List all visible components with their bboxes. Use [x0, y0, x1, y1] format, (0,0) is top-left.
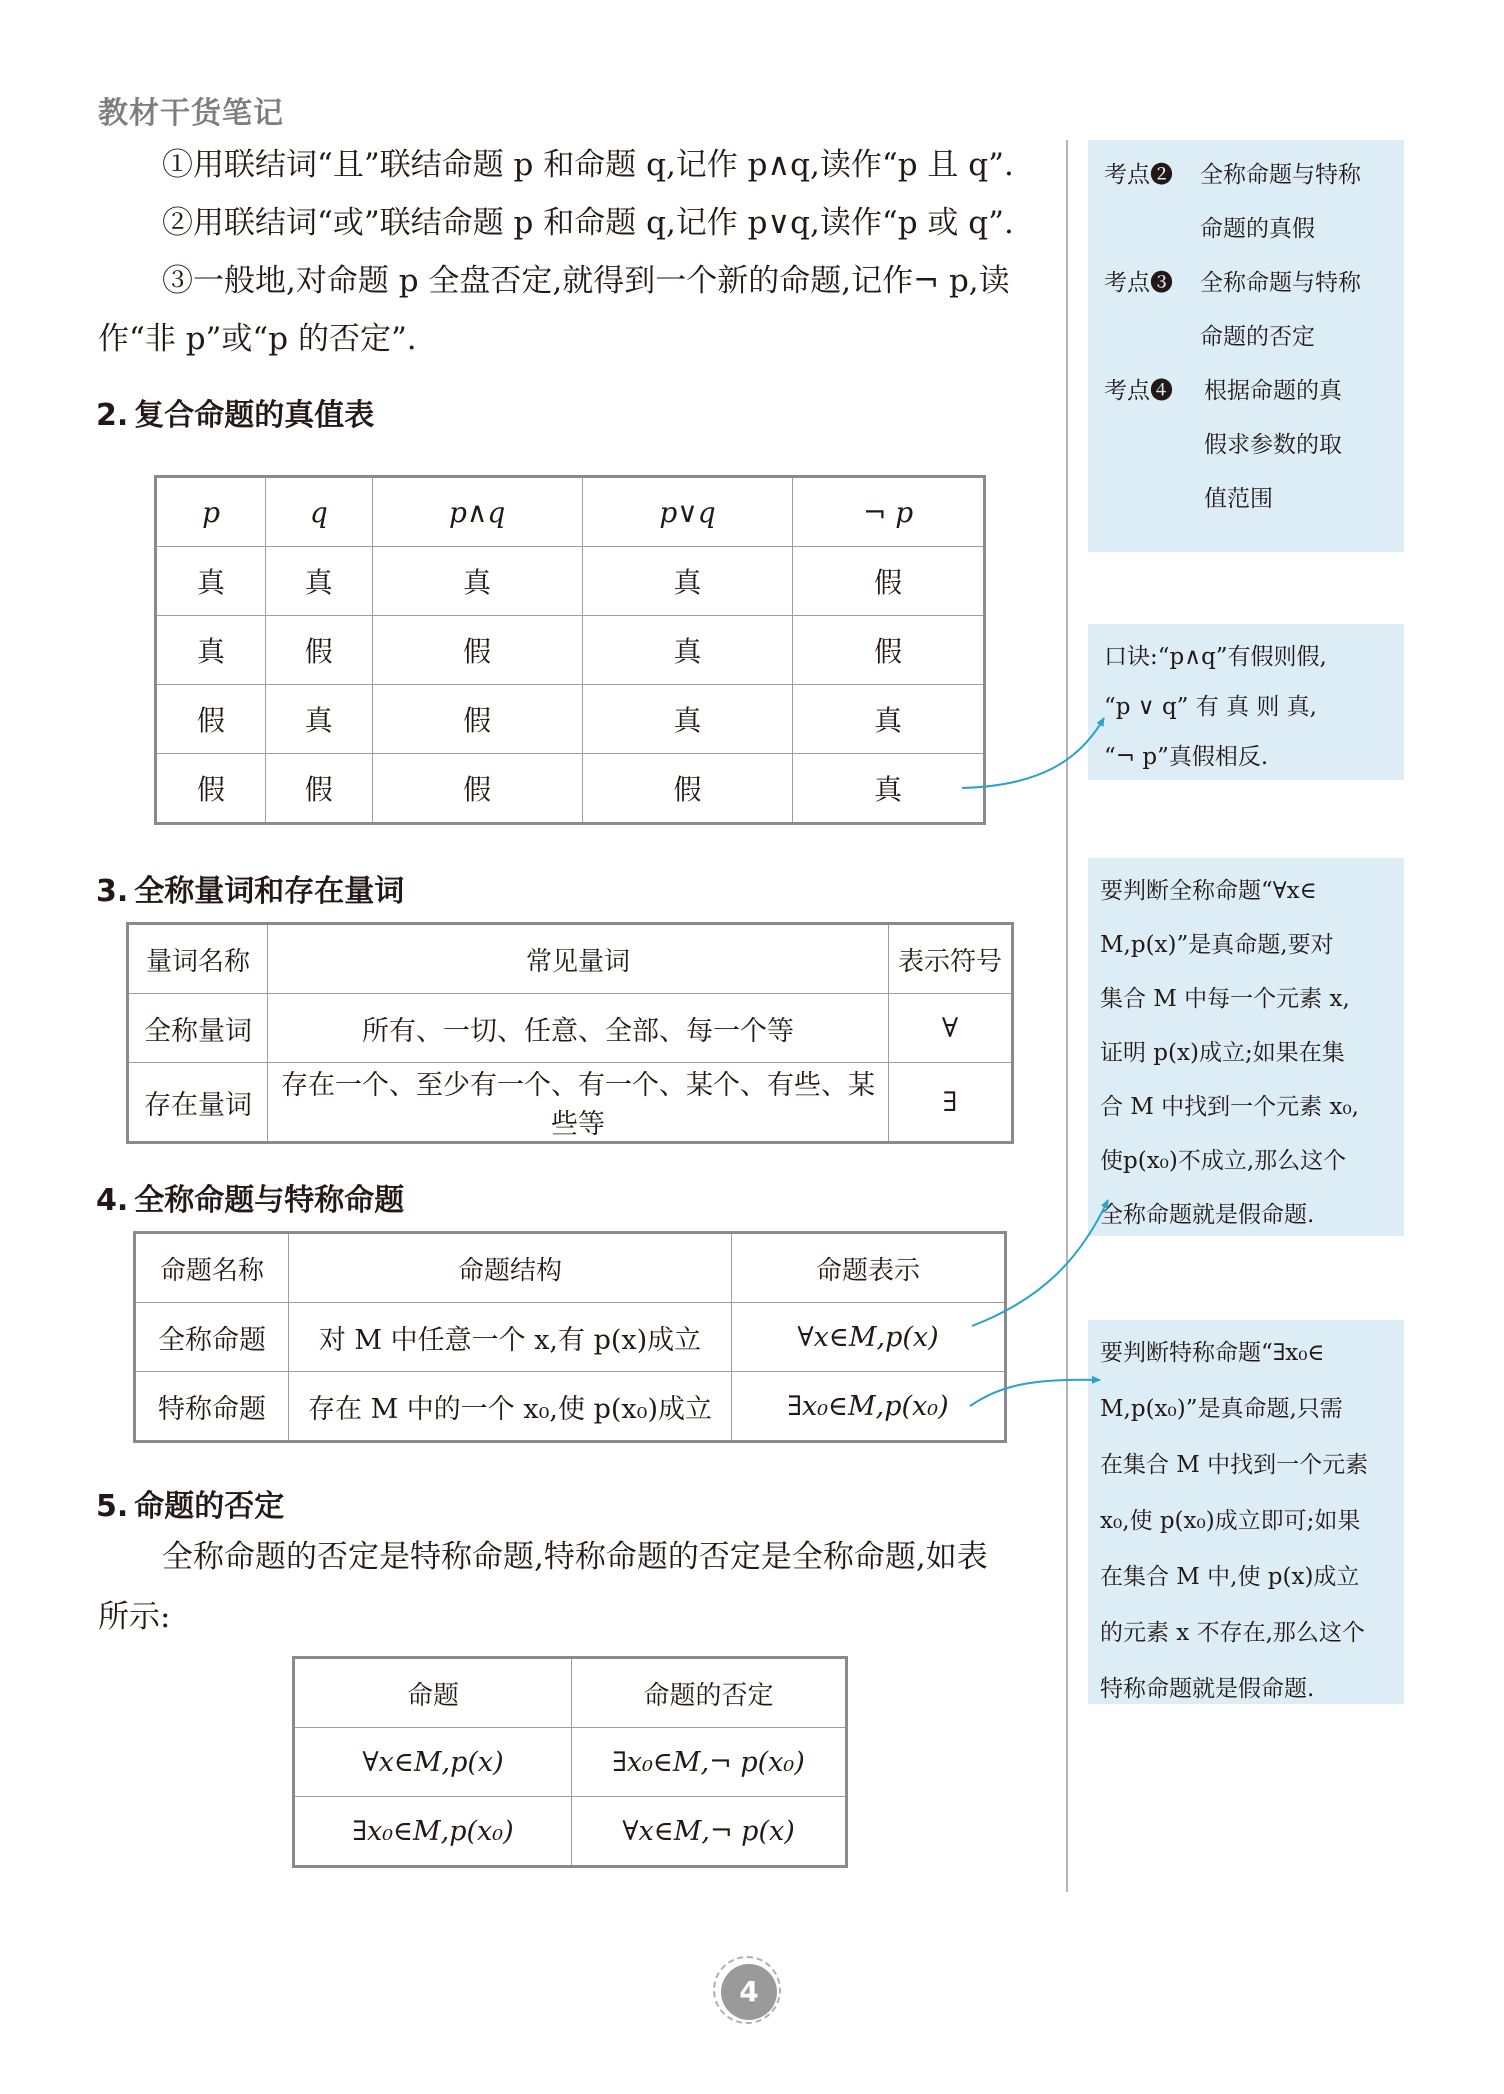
kaodian-2-label: 考点❷: [1104, 162, 1173, 188]
table-cell: 存在一个、至少有一个、有一个、某个、有些、某些等: [268, 1063, 889, 1143]
header-cell: 命题: [294, 1658, 572, 1728]
table-cell: ∀x∈M,p(x): [294, 1728, 572, 1797]
kaodian-2-line2: 命题的真假: [1200, 216, 1315, 242]
table-cell: 真: [156, 547, 266, 616]
table-cell: 假: [372, 616, 582, 685]
section-2-number: 2.: [96, 398, 129, 433]
existential-note-line: 特称命题就是假命题.: [1100, 1676, 1315, 1702]
paragraph-and: ①用联结词“且”联结命题 p 和命题 q,记作 p∧q,读作“p 且 q”.: [162, 147, 1014, 183]
table-cell: 全称量词: [128, 994, 268, 1063]
table-cell: ∃: [889, 1063, 1013, 1143]
existential-note-line: 要判断特称命题“∃x₀∈: [1100, 1340, 1325, 1366]
paragraph-or: ②用联结词“或”联结命题 p 和命题 q,记作 p∨q,读作“p 或 q”.: [162, 205, 1014, 241]
arrow-to-existential-note: [970, 1380, 1100, 1406]
table-cell: 真: [156, 616, 266, 685]
table-cell: 假: [372, 685, 582, 754]
table-cell: ∃x₀∈M,p(x₀): [732, 1372, 1006, 1442]
kaodian-2-line1: 全称命题与特称: [1200, 162, 1361, 188]
kaodian-3-line1: 全称命题与特称: [1200, 270, 1361, 296]
header-cell: q: [266, 477, 372, 547]
header-cell: 命题名称: [135, 1233, 289, 1303]
table-cell: 对 M 中任意一个 x,有 p(x)成立: [289, 1303, 732, 1372]
table-cell: 存在量词: [128, 1063, 268, 1143]
table-cell: 假: [156, 754, 266, 824]
table-cell: 假: [582, 754, 792, 824]
universal-note-line: 全称命题就是假命题.: [1100, 1202, 1315, 1228]
section-3-title: 全称量词和存在量词: [134, 874, 405, 909]
table-cell: ∀x∈M,p(x): [732, 1303, 1006, 1372]
paragraph-not-line1: ③一般地,对命题 p 全盘否定,就得到一个新的命题,记作¬ p,读: [162, 263, 1010, 299]
table-cell: 真: [266, 685, 372, 754]
table-cell: 所有、一切、任意、全部、每一个等: [268, 994, 889, 1063]
table-cell: 真: [793, 754, 985, 824]
header-cell: p: [156, 477, 266, 547]
negation-text-line2: 所示:: [98, 1599, 171, 1635]
arrow-to-mnemonic: [962, 718, 1104, 788]
section-4-title: 全称命题与特称命题: [134, 1183, 405, 1218]
header-cell: p∨q: [582, 477, 792, 547]
table-cell: 假: [156, 685, 266, 754]
header-cell: 命题表示: [732, 1233, 1006, 1303]
page-number: 4: [721, 1964, 777, 2020]
table-cell: ∃x₀∈M,p(x₀): [294, 1797, 572, 1867]
kaodian-3-line2: 命题的否定: [1200, 324, 1315, 350]
mnemonic-line1: 口诀:“p∧q”有假则假,: [1104, 644, 1327, 670]
header-cell: ¬ p: [793, 477, 985, 547]
negation-text-line1: 全称命题的否定是特称命题,特称命题的否定是全称命题,如表: [162, 1539, 988, 1575]
table-cell: 真: [372, 547, 582, 616]
kaodian-4-line1: 根据命题的真: [1204, 378, 1342, 404]
table-cell: 假: [793, 616, 985, 685]
table-cell: 假: [266, 616, 372, 685]
kaodian-4-line3: 值范围: [1204, 486, 1273, 512]
header-cell: 命题结构: [289, 1233, 732, 1303]
section-5-number: 5.: [96, 1489, 129, 1524]
section-3-number: 3.: [96, 874, 129, 909]
header-cell: 表示符号: [889, 924, 1013, 994]
table-cell: 假: [266, 754, 372, 824]
universal-note-line: 合 M 中找到一个元素 x₀,: [1100, 1094, 1359, 1120]
table-cell: ∃x₀∈M,¬ p(x₀): [572, 1728, 847, 1797]
existential-note-line: 在集合 M 中,使 p(x)成立: [1100, 1564, 1360, 1590]
existential-note-line: 的元素 x 不存在,那么这个: [1100, 1620, 1365, 1646]
existential-note-line: M,p(x₀)”是真命题,只需: [1100, 1396, 1343, 1422]
table-cell: 真: [793, 685, 985, 754]
table-cell: 全称命题: [135, 1303, 289, 1372]
section-2-title: 复合命题的真值表: [134, 398, 375, 433]
universal-note-line: 证明 p(x)成立;如果在集: [1100, 1040, 1345, 1066]
mnemonic-line2: “p ∨ q” 有 真 则 真,: [1104, 694, 1317, 720]
existential-note-line: 在集合 M 中找到一个元素: [1100, 1452, 1369, 1478]
table-cell: ∀x∈M,¬ p(x): [572, 1797, 847, 1867]
universal-note-line: 要判断全称命题“∀x∈: [1100, 878, 1317, 904]
mnemonic-line3: “¬ p”真假相反.: [1104, 744, 1269, 770]
paragraph-not-line2: 作“非 p”或“p 的否定”.: [98, 321, 417, 357]
table-cell: 真: [582, 685, 792, 754]
header-cell: 命题的否定: [572, 1658, 847, 1728]
kaodian-4-line2: 假求参数的取: [1204, 432, 1342, 458]
table-cell: 假: [793, 547, 985, 616]
kaodian-4-label: 考点❹: [1104, 378, 1173, 404]
page-header: 教材干货笔记: [98, 96, 284, 131]
universal-note-line: 集合 M 中每一个元素 x,: [1100, 986, 1350, 1012]
table-cell: 真: [582, 616, 792, 685]
table-cell: 假: [372, 754, 582, 824]
header-cell: 常见量词: [268, 924, 889, 994]
existential-note-line: x₀,使 p(x₀)成立即可;如果: [1100, 1508, 1361, 1534]
table-cell: ∀: [889, 994, 1013, 1063]
header-cell: 量词名称: [128, 924, 268, 994]
section-5-title: 命题的否定: [134, 1489, 285, 1524]
arrow-to-universal-note: [972, 1200, 1108, 1326]
header-cell: p∧q: [372, 477, 582, 547]
universal-note-line: 使p(x₀)不成立,那么这个: [1100, 1148, 1347, 1174]
table-cell: 特称命题: [135, 1372, 289, 1442]
table-cell: 真: [266, 547, 372, 616]
table-cell: 真: [582, 547, 792, 616]
universal-note-line: M,p(x)”是真命题,要对: [1100, 932, 1334, 958]
kaodian-3-label: 考点❸: [1104, 270, 1173, 296]
section-4-number: 4.: [96, 1183, 129, 1218]
table-cell: 存在 M 中的一个 x₀,使 p(x₀)成立: [289, 1372, 732, 1442]
